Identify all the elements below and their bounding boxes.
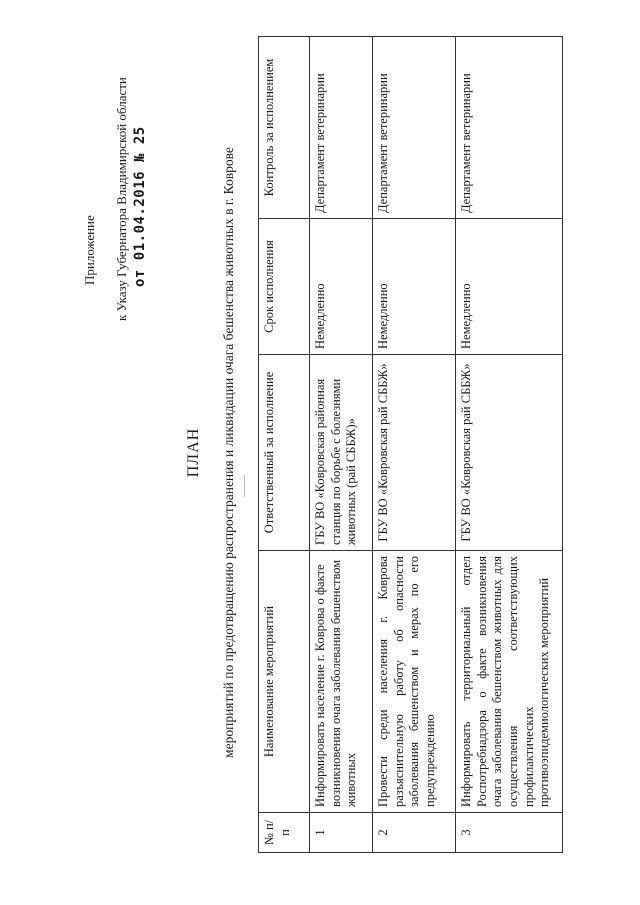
row-number: 1: [310, 813, 373, 853]
row-event-name: Информировать население г. Коврова о факте возникновения очага заболевания бешенством животных: [310, 551, 373, 813]
row-number: 3: [456, 813, 563, 853]
row-control: Департамент ветеринарии: [456, 37, 563, 219]
table-row: [373, 37, 456, 853]
table-header-row: [259, 37, 310, 853]
decree-date-number: от 01.04.2016 № 25: [132, 126, 148, 287]
row-number: 2: [373, 813, 456, 853]
row-event-name: Провести среди населения г. Коврова разъяснительную работу об опасности заболевания бешенством и мерах по его предупреждению: [373, 551, 456, 813]
row-deadline: Немедленно: [373, 219, 456, 355]
row-deadline: Немедленно: [456, 219, 563, 355]
column-header-name: Наименование мероприятий: [259, 551, 310, 813]
column-header-responsible: Ответственный за исполнение: [259, 355, 310, 551]
column-header-control: Контроль за исполнением: [259, 37, 310, 219]
column-header-number: № п/п: [259, 813, 310, 853]
table-row: [456, 37, 563, 853]
row-deadline: Немедленно: [310, 219, 373, 355]
appendix-title: Приложение: [82, 215, 97, 285]
plan-subtitle: мероприятий по предотвращению распространения и ликвидации очага бешенства животных в г. Коврове: [221, 147, 236, 758]
events-table: [258, 36, 563, 853]
row-control: Департамент ветеринарии: [310, 37, 373, 219]
table-row: [310, 37, 373, 853]
row-responsible: ГБУ ВО «Ковровская районная станция по борьбе с болезнями животных (рай СББЖ)»: [310, 355, 373, 551]
row-control: Департамент ветеринарии: [373, 37, 456, 219]
row-responsible: ГБУ ВО «Ковровская рай СББЖ»: [373, 355, 456, 551]
scan-artifact-line: [244, 475, 245, 497]
row-responsible: ГБУ ВО «Ковровская рай СББЖ»: [456, 355, 563, 551]
row-event-name: Информировать территориальный отдел Роспотребнадзора о факте возникновения очага заболевания бешенством животных для осуществления соответствующих профилактических противоэпидемиологических мероприятий: [456, 551, 563, 813]
decree-reference: к Указу Губернатора Владимирской области: [114, 77, 129, 321]
column-header-deadline: Срок исполнения: [259, 219, 310, 355]
plan-title: ПЛАН: [185, 427, 202, 478]
